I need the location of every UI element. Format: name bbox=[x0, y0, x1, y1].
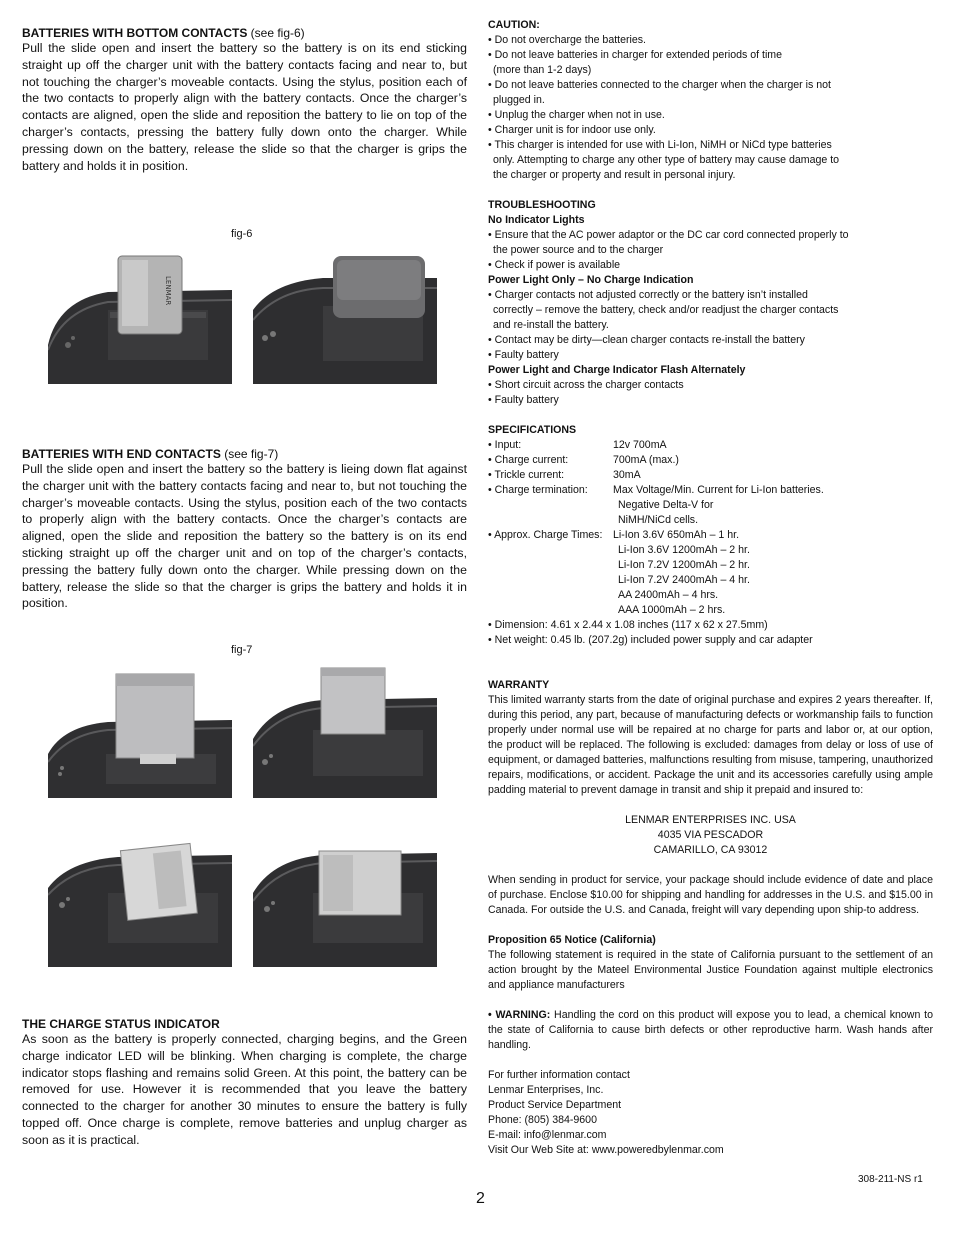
caution-line: • Unplug the charger when not in use. bbox=[488, 109, 665, 121]
caution-line: (more than 1-2 days) bbox=[493, 64, 592, 76]
caution-line: • Charger unit is for indoor use only. bbox=[488, 124, 656, 136]
page-number: 2 bbox=[476, 1190, 485, 1207]
warranty-heading: WARRANTY bbox=[488, 679, 550, 691]
spec-value: NiMH/NiCd cells. bbox=[618, 514, 699, 526]
caution-line: only. Attempting to charge any other type of battery may cause damage to bbox=[493, 154, 840, 166]
fig6-label: fig-6 bbox=[231, 228, 253, 240]
spec-label: • Trickle current: bbox=[488, 469, 565, 481]
trouble-line: correctly – remove the battery, check and/or readjust the charger contacts bbox=[493, 304, 839, 316]
address-line: 4035 VIA PESCADOR bbox=[657, 829, 764, 841]
trouble-line: and re-install the battery. bbox=[493, 319, 609, 331]
contact-line: Lenmar Enterprises, Inc. bbox=[488, 1084, 604, 1096]
spec-row bbox=[488, 528, 933, 543]
doc-code: 308-211-NS r1 bbox=[858, 1174, 923, 1185]
prop65-body: The following statement is required in the state of California pursuant to the settlement of an action brought by the Mateel Environmental Justice Foundation against multiple electronics and appliance manufacturers bbox=[488, 949, 933, 991]
fig7-photo-1 bbox=[48, 664, 232, 798]
fig6-photo-2 bbox=[253, 250, 437, 384]
spec-label: • Charge current: bbox=[488, 454, 569, 466]
fig7-photo-3 bbox=[48, 833, 232, 967]
trouble-group-title: Power Light and Charge Indicator Flash Alternately bbox=[488, 364, 746, 376]
spec-value: Max Voltage/Min. Current for Li-Ion batteries. bbox=[613, 484, 824, 496]
warranty-address bbox=[488, 813, 933, 858]
charge-status-section bbox=[22, 1017, 467, 1149]
contact-section bbox=[488, 1068, 933, 1158]
contact-line: Product Service Department bbox=[488, 1099, 622, 1111]
fig7-label: fig-7 bbox=[231, 644, 253, 656]
warranty-service: When sending in product for service, your package should include evidence of date and place of purchase. Enclose $10.00 for shipping and handling for addresses in the U.S. and $15.00 in Canada. For outside the U.S. and Canada, freight will vary depending upon ship-to address. bbox=[488, 874, 933, 916]
caution-line: • Do not leave batteries in charger for extended periods of time bbox=[488, 49, 783, 61]
contact-line: Visit Our Web Site at: www.poweredbylenmar.com bbox=[488, 1144, 724, 1156]
trouble-line: • Charger contacts not adjusted correctly or the battery isn’t installed bbox=[488, 289, 808, 301]
spec-label: • Charge termination: bbox=[488, 484, 588, 496]
spec-value: 700mA (max.) bbox=[613, 454, 679, 466]
spec-net-weight: • Net weight: 0.45 lb. (207.2g) included power supply and car adapter bbox=[488, 634, 813, 646]
charge-status-body: As soon as the battery is properly connected, charging begins, and the Green charge indicator LED will be blinking. When charging is complete, the charge indicator stops flashing and remains solid Green. At this point, the battery can be removed for use. However it is recommended that you leave the battery connected to the charger for another 30 minutes to ensure the battery is fully topped off. Once charge is complete, remove batteries and unplug charger as soon as it is practical. bbox=[22, 1032, 467, 1147]
right-column bbox=[488, 18, 933, 1158]
spec-row bbox=[488, 468, 933, 483]
spec-value: Li-Ion 3.6V 650mAh – 1 hr. bbox=[613, 529, 740, 541]
contact-line: Phone: (805) 384-9600 bbox=[488, 1114, 597, 1126]
spec-value: 30mA bbox=[613, 469, 641, 481]
specifications-heading: SPECIFICATIONS bbox=[488, 424, 577, 436]
fig7-photo-2 bbox=[253, 664, 437, 798]
spec-value: Li-Ion 3.6V 1200mAh – 2 hr. bbox=[618, 544, 750, 556]
caution-section bbox=[488, 18, 933, 183]
spec-dimension: • Dimension: 4.61 x 2.44 x 1.08 inches (117 x 62 x 27.5mm) bbox=[488, 619, 768, 631]
spec-row bbox=[488, 483, 933, 498]
address-line: CAMARILLO, CA 93012 bbox=[653, 844, 768, 856]
caution-line: • Do not overcharge the batteries. bbox=[488, 34, 646, 46]
spec-value: AAA 1000mAh – 2 hrs. bbox=[618, 604, 726, 616]
bottom-contacts-section bbox=[22, 26, 467, 174]
caution-line: • This charger is intended for use with Li-Ion, NiMH or NiCd type batteries bbox=[488, 139, 832, 151]
spec-label: • Approx. Charge Times: bbox=[488, 529, 603, 541]
troubleshooting-heading: TROUBLESHOOTING bbox=[488, 199, 596, 211]
troubleshooting-section bbox=[488, 198, 933, 408]
spec-row bbox=[488, 453, 933, 468]
trouble-line: • Faulty battery bbox=[488, 394, 559, 406]
end-contacts-section bbox=[22, 447, 467, 612]
spec-value: 12v 700mA bbox=[613, 439, 667, 451]
caution-line: • Do not leave batteries connected to the charger when the charger is not bbox=[488, 79, 831, 91]
trouble-line: • Short circuit across the charger contacts bbox=[488, 379, 684, 391]
contact-line: For further information contact bbox=[488, 1069, 630, 1081]
prop65-section bbox=[488, 933, 933, 1053]
trouble-line: • Faulty battery bbox=[488, 349, 559, 361]
specifications-section bbox=[488, 423, 933, 648]
prop65-warning bbox=[488, 1008, 933, 1053]
spec-row bbox=[488, 438, 933, 453]
spec-value: AA 2400mAh – 4 hrs. bbox=[618, 589, 719, 601]
warning-body: Handling the cord on this product will expose you to lead, a chemical known to the state of California to cause birth defects or other reproductive harm. Wash hands after handling. bbox=[488, 1009, 933, 1051]
fig7-photo-4 bbox=[253, 833, 437, 967]
fig6-photo-1 bbox=[48, 250, 232, 384]
warranty-section bbox=[488, 678, 933, 918]
bottom-contacts-body: Pull the slide open and insert the battery so the battery is on its end sticking straight up off the charger unit with the battery contacts facing and near to, but not touching the charger’s moveable contacts. Using the stylus, position each of the two contacts to properly align with the battery contacts. Once the charger’s contacts are aligned, open the slide and reposition the battery to lie on top of the charger’s contacts, pressing the battery fully down onto the charger. While pressing down on the battery, release the slide so that the charger is grips the battery and holds it in position. bbox=[22, 41, 467, 173]
caution-heading: CAUTION: bbox=[488, 19, 540, 31]
trouble-line: • Ensure that the AC power adaptor or the DC car cord connected properly to bbox=[488, 229, 849, 241]
trouble-group-title: No Indicator Lights bbox=[488, 214, 585, 226]
caution-line: plugged in. bbox=[493, 94, 545, 106]
address-line: LENMAR ENTERPRISES INC. USA bbox=[625, 814, 796, 826]
spec-label: • Input: bbox=[488, 439, 522, 451]
charge-status-heading: THE CHARGE STATUS INDICATOR bbox=[22, 1017, 220, 1031]
prop65-heading: Proposition 65 Notice (California) bbox=[488, 934, 656, 946]
spec-value: Negative Delta-V for bbox=[618, 499, 714, 511]
spec-value: Li-Ion 7.2V 2400mAh – 4 hr. bbox=[618, 574, 750, 586]
end-contacts-heading: BATTERIES WITH END CONTACTS (see fig-7) bbox=[22, 447, 279, 461]
caution-line: the charger or property and result in personal injury. bbox=[493, 169, 736, 181]
bottom-contacts-heading: BATTERIES WITH BOTTOM CONTACTS (see fig-6) bbox=[22, 26, 305, 40]
trouble-group-title: Power Light Only – No Charge Indication bbox=[488, 274, 694, 286]
spec-value: Li-Ion 7.2V 1200mAh – 2 hr. bbox=[618, 559, 750, 571]
fig6-brand-text: LENMAR bbox=[164, 276, 172, 306]
contact-line: E-mail: info@lenmar.com bbox=[488, 1129, 607, 1141]
trouble-line: • Check if power is available bbox=[488, 259, 621, 271]
trouble-line: the power source and to the charger bbox=[493, 244, 664, 256]
end-contacts-body: Pull the slide open and insert the battery so the battery is lieing down flat against the charger unit with the battery contacts facing and near to, but not touching the charger’s moveable contacts. Using the stylus, position each of the two contacts to properly align with the battery contacts. Once the charger’s contacts are aligned, open the slide and reposition the battery so the battery is on its end sticking straight up off the charger unit and on top of the charger’s contacts, pressing the battery fully down onto the charger. While pressing down on the battery, release the slide so that the charger is grips the battery and holds it in position. bbox=[22, 462, 467, 611]
warning-label: • WARNING: bbox=[488, 1009, 551, 1021]
warranty-body: This limited warranty starts from the date of original purchase and expires 2 years thereafter. If, during this period, any part, because of manufacturing defects or workmanship fails to function properly under normal use will be repaired at no charge for parts and labor or, at our option, the product will be replaced. The following is excluded: damages from delay or loss of use of equipment, or damaged batteries, malfunctions resulting from misuse, tampering, unauthorized repairs, modifications, or accident. Package the unit and its accessories carefully using ample padding material to prevent damage in transit and ship it prepaid and insured to: bbox=[488, 694, 933, 796]
trouble-line: • Contact may be dirty—clean charger contacts re-install the battery bbox=[488, 334, 805, 346]
